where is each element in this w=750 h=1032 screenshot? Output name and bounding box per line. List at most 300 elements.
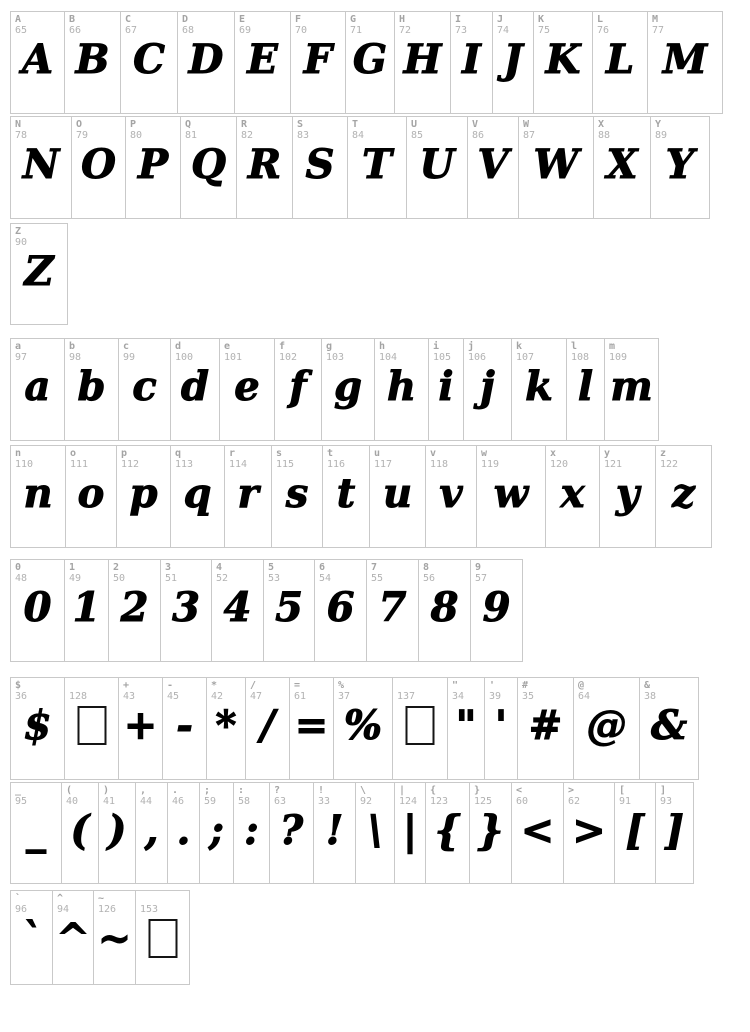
cell-label (167, 681, 179, 702)
glyph: k (525, 363, 553, 410)
cell-label (433, 342, 451, 363)
glyph-cell-111 (65, 445, 117, 548)
cell-label (15, 563, 27, 584)
cell-label-char: s (276, 448, 283, 459)
cell-label-char: J (497, 14, 504, 25)
cell-label (15, 15, 27, 36)
cell-label-code: 51 (165, 573, 178, 584)
glyph: r (237, 470, 259, 517)
cell-label-code: 96 (15, 904, 28, 915)
cell-label-char: q (175, 448, 182, 459)
cell-label-char: 0 (15, 562, 22, 573)
glyph: i (438, 363, 454, 410)
glyph-cell-100 (170, 338, 220, 441)
cell-label (121, 449, 139, 470)
cell-label (497, 15, 509, 36)
cell-label-code: 54 (319, 573, 332, 584)
cell-label-code: 106 (468, 352, 487, 363)
glyph-cell-53 (263, 559, 315, 662)
cell-label-code: 68 (182, 25, 195, 36)
cell-label-char: = (294, 680, 301, 691)
cell-label-char: h (379, 341, 386, 352)
glyph-cell-46 (167, 782, 200, 884)
cell-label-char: @ (578, 680, 585, 691)
cell-label-char: 3 (165, 562, 172, 573)
glyph: { (434, 807, 461, 854)
cell-label-char: f (279, 341, 286, 352)
cell-label-char: c (123, 341, 130, 352)
cell-label-code: 58 (238, 796, 251, 807)
cell-label-code: 53 (268, 573, 281, 584)
cell-label (239, 15, 251, 36)
glyph-cell-86 (467, 116, 519, 219)
cell-label-char: B (69, 14, 76, 25)
glyph-cell-49 (64, 559, 109, 662)
glyph-cell-57 (470, 559, 523, 662)
cell-label-code: 105 (433, 352, 452, 363)
cell-label (568, 786, 580, 807)
cell-label-char: Z (15, 226, 22, 237)
cell-label (327, 449, 345, 470)
cell-label-code: 109 (609, 352, 628, 363)
cell-label-char: _ (15, 785, 22, 796)
glyph-cell-51 (160, 559, 212, 662)
cell-label (468, 342, 486, 363)
cell-label-char (69, 681, 87, 691)
cell-label-code: 65 (15, 25, 28, 36)
glyph-cell-56 (418, 559, 471, 662)
glyph: n (23, 470, 53, 517)
cell-label-code: 59 (204, 796, 217, 807)
glyph: 4 (223, 584, 252, 631)
cell-label (660, 786, 672, 807)
cell-label-char: \ (360, 785, 367, 796)
cell-label-char: w (481, 448, 488, 459)
cell-label-char: F (295, 14, 302, 25)
glyph-cell-128 (64, 677, 119, 780)
cell-label-char: 9 (475, 562, 482, 573)
cell-label-char: / (250, 680, 257, 691)
cell-label-char: W (523, 119, 530, 130)
cell-label-char: ` (15, 893, 22, 904)
glyph-cell-79 (71, 116, 126, 219)
cell-label-char: o (70, 448, 77, 459)
glyph-cell-83 (292, 116, 348, 219)
cell-label-char: E (239, 14, 246, 25)
cell-label-code: 102 (279, 352, 298, 363)
glyph-cell-91 (614, 782, 656, 884)
glyph: M (662, 36, 708, 83)
glyph: _ (26, 807, 46, 854)
cell-label-code: 117 (374, 459, 393, 470)
cell-label-code: 128 (69, 691, 88, 702)
cell-label-code: 57 (475, 573, 488, 584)
cell-label (411, 120, 423, 141)
cell-label-char: N (15, 119, 22, 130)
cell-label-char: ( (66, 785, 73, 796)
cell-label (430, 449, 448, 470)
glyph: # (528, 702, 563, 749)
cell-label-char: ! (318, 785, 325, 796)
glyph: S (305, 141, 335, 188)
cell-label-char: ? (274, 785, 281, 796)
cell-label-char: d (175, 341, 182, 352)
cell-label-code: 89 (655, 130, 668, 141)
glyph-cell-52 (211, 559, 264, 662)
cell-label (522, 681, 534, 702)
cell-label (360, 786, 372, 807)
glyph: ( (70, 807, 90, 854)
cell-label (103, 786, 115, 807)
cell-label (489, 681, 501, 702)
cell-label (69, 563, 81, 584)
cell-label (165, 563, 177, 584)
cell-label-code: 82 (241, 130, 254, 141)
glyph-cell-61 (289, 677, 334, 780)
glyph: " (455, 702, 477, 749)
cell-label-code: 83 (297, 130, 310, 141)
glyph: Q (191, 141, 226, 188)
cell-label-code: 75 (538, 25, 551, 36)
glyph-row-symbols-row-3 (10, 890, 750, 985)
cell-label-code: 91 (619, 796, 632, 807)
cell-label (472, 120, 484, 141)
glyph: l (577, 363, 594, 410)
cell-label (660, 449, 678, 470)
cell-label (123, 681, 135, 702)
glyph-cell-85 (406, 116, 468, 219)
cell-label (15, 786, 27, 807)
glyph: ! (325, 807, 344, 854)
glyph-cell-124 (394, 782, 426, 884)
cell-label-char: 8 (423, 562, 430, 573)
glyph: y (615, 470, 640, 517)
glyph: A (21, 36, 54, 83)
cell-label-code: 36 (15, 691, 28, 702)
cell-label (274, 786, 286, 807)
glyph-cell-117 (369, 445, 426, 548)
cell-label (399, 15, 411, 36)
cell-label-code: 49 (69, 573, 82, 584)
cell-label-code: 120 (550, 459, 569, 470)
cell-label-char: C (125, 14, 132, 25)
cell-label (430, 786, 448, 807)
glyph-cell-42 (206, 677, 246, 780)
glyph-cell-104 (374, 338, 429, 441)
cell-label-char: t (327, 448, 334, 459)
cell-label-char: % (338, 680, 345, 691)
glyph-cell-98 (64, 338, 119, 441)
glyph-cell-68 (177, 11, 235, 114)
cell-label (125, 15, 137, 36)
cell-label (399, 786, 417, 807)
cell-label-char: P (130, 119, 137, 130)
glyph-cell-39 (484, 677, 518, 780)
glyph: / (260, 702, 275, 749)
cell-label-char (397, 681, 415, 691)
cell-label (76, 120, 88, 141)
glyph: Z (24, 248, 54, 295)
glyph-cell-112 (116, 445, 171, 548)
glyph-cell-36 (10, 677, 65, 780)
glyph-cell-63 (269, 782, 314, 884)
glyph: z (672, 470, 695, 517)
glyph: H (403, 36, 442, 83)
glyph: I (462, 36, 481, 83)
glyph: ` (21, 915, 42, 962)
glyph-cell-76 (592, 11, 648, 114)
cell-label-code: 85 (411, 130, 424, 141)
cell-label-char: x (550, 448, 557, 459)
cell-label-char: 7 (371, 562, 378, 573)
cell-label (571, 342, 589, 363)
cell-label-char: b (69, 341, 76, 352)
cell-label (140, 786, 152, 807)
glyph: B (75, 36, 110, 83)
cell-label-char: - (167, 680, 174, 691)
cell-label (123, 342, 135, 363)
glyph-cell-38 (639, 677, 699, 780)
cell-label (397, 681, 415, 702)
cell-label (481, 449, 499, 470)
glyph: d (181, 363, 209, 410)
glyph-cell-88 (593, 116, 651, 219)
glyph-cell-109 (604, 338, 659, 441)
cell-label-char: + (123, 680, 130, 691)
glyph: C (133, 36, 165, 83)
glyph-cell-64 (573, 677, 640, 780)
glyph: J (503, 36, 523, 83)
cell-label (175, 449, 193, 470)
cell-label-code: 92 (360, 796, 373, 807)
cell-label (238, 786, 250, 807)
cell-label-code: 80 (130, 130, 143, 141)
glyph-cell-99 (118, 338, 171, 441)
glyph-cell-72 (394, 11, 451, 114)
cell-label-char: R (241, 119, 248, 130)
glyph: N (22, 141, 60, 188)
glyph-cell-82 (236, 116, 293, 219)
cell-label-char: p (121, 448, 128, 459)
glyph: U (419, 141, 455, 188)
cell-label-code: 88 (598, 130, 611, 141)
cell-label (69, 15, 81, 36)
cell-label-code: 84 (352, 130, 365, 141)
glyph-cell-74 (492, 11, 534, 114)
glyph-row-lowercase-n-to-z (10, 445, 750, 548)
glyph-cell-122 (655, 445, 712, 548)
cell-label-code: 44 (140, 796, 153, 807)
glyph: % (343, 702, 382, 749)
cell-label-char: # (522, 680, 529, 691)
cell-label (172, 786, 184, 807)
cell-label (538, 15, 550, 36)
cell-label-code: 60 (516, 796, 529, 807)
cell-label-char: > (568, 785, 575, 796)
cell-label (644, 681, 656, 702)
glyph-cell-75 (533, 11, 593, 114)
glyph: D (188, 36, 224, 83)
cell-label-code: 103 (326, 352, 345, 363)
glyph: e (234, 363, 260, 410)
glyph: 0 (23, 584, 52, 631)
cell-label-char: M (652, 14, 659, 25)
glyph-cell-77 (647, 11, 723, 114)
glyph: u (382, 470, 413, 517)
cell-label-code: 114 (229, 459, 248, 470)
glyph: [ (625, 807, 645, 854)
cell-label-code: 104 (379, 352, 398, 363)
glyph-cell-73 (450, 11, 493, 114)
cell-label-code: 87 (523, 130, 536, 141)
cell-label (15, 449, 33, 470)
cell-label-char: 4 (216, 562, 223, 573)
glyph: & (650, 702, 688, 749)
glyph-cell-106 (463, 338, 512, 441)
glyph-cell-94 (52, 890, 94, 985)
cell-label (475, 563, 487, 584)
cell-label (423, 563, 435, 584)
cell-label (452, 681, 464, 702)
cell-label-code: 94 (57, 904, 70, 915)
cell-label-code: 81 (185, 130, 198, 141)
cell-label (15, 681, 27, 702)
glyph: ^ (56, 915, 90, 962)
cell-label (98, 894, 116, 915)
cell-label-code: 46 (172, 796, 185, 807)
glyph-cell-54 (314, 559, 367, 662)
cell-label (294, 681, 306, 702)
glyph-cell-90 (10, 223, 68, 325)
glyph: ; (209, 807, 224, 854)
glyph-cell-92 (355, 782, 395, 884)
cell-label-code: 61 (294, 691, 307, 702)
cell-label (619, 786, 631, 807)
cell-label-char: y (604, 448, 611, 459)
glyph: w (493, 470, 529, 517)
cell-label-char: I (455, 14, 462, 25)
cell-label-char: . (172, 785, 179, 796)
cell-label (250, 681, 262, 702)
glyph-cell-47 (245, 677, 290, 780)
glyph-cell-66 (64, 11, 121, 114)
glyph-cell-62 (563, 782, 615, 884)
glyph-cell-43 (118, 677, 163, 780)
glyph: h (386, 363, 417, 410)
cell-label (609, 342, 627, 363)
cell-label (224, 342, 242, 363)
cell-label (523, 120, 535, 141)
cell-label (182, 15, 194, 36)
glyph-cell-123 (425, 782, 470, 884)
glyph: m (610, 363, 653, 410)
cell-label-code: 37 (338, 691, 351, 702)
cell-label-char: $ (15, 680, 22, 691)
cell-label (70, 449, 88, 470)
glyph: 3 (172, 584, 200, 631)
glyph-cell-81 (180, 116, 237, 219)
cell-label-code: 64 (578, 691, 591, 702)
glyph: f (289, 363, 307, 410)
glyph: * (215, 702, 237, 749)
cell-label-code: 153 (140, 904, 159, 915)
cell-label-code: 33 (318, 796, 331, 807)
glyph: : (244, 807, 259, 854)
cell-label-char: n (15, 448, 22, 459)
glyph-cell-87 (518, 116, 594, 219)
cell-label (374, 449, 392, 470)
glyph-cell-103 (321, 338, 375, 441)
glyph-cell-101 (219, 338, 275, 441)
cell-label-code: 38 (644, 691, 657, 702)
glyph-cell-35 (517, 677, 574, 780)
glyph-cell-59 (199, 782, 234, 884)
glyph-cell-65 (10, 11, 65, 114)
glyph-cell-80 (125, 116, 181, 219)
glyph: 9 (482, 584, 511, 631)
glyph: q (183, 470, 212, 517)
cell-label-char: ] (660, 785, 667, 796)
cell-label-char: [ (619, 785, 626, 796)
cell-label-char: 6 (319, 562, 326, 573)
glyph: a (24, 363, 51, 410)
cell-label-code: 39 (489, 691, 502, 702)
cell-label (211, 681, 223, 702)
glyph-cell-45 (162, 677, 207, 780)
cell-label-code: 69 (239, 25, 252, 36)
glyph: @ (586, 702, 627, 749)
glyph-cell-58 (233, 782, 270, 884)
cell-label-char: : (238, 785, 245, 796)
cell-label-char: 2 (113, 562, 120, 573)
cell-label-code: 66 (69, 25, 82, 36)
cell-label-code: 43 (123, 691, 136, 702)
glyph: < (520, 807, 555, 854)
cell-label-code: 45 (167, 691, 180, 702)
glyph: 2 (120, 584, 149, 631)
cell-label-char: , (140, 785, 147, 796)
cell-label-char: a (15, 341, 22, 352)
cell-label (15, 342, 27, 363)
glyph-cell-115 (271, 445, 323, 548)
cell-label-code: 90 (15, 237, 28, 248)
glyph: X (606, 141, 638, 188)
cell-label-code: 98 (69, 352, 82, 363)
cell-label-code: 108 (571, 352, 590, 363)
glyph-cell-126 (93, 890, 136, 985)
glyph: 8 (430, 584, 459, 631)
cell-label-code: 74 (497, 25, 510, 36)
glyph: + (123, 702, 158, 749)
cell-label-code: 107 (516, 352, 535, 363)
glyph-cell-102 (274, 338, 322, 441)
cell-label-code: 55 (371, 573, 384, 584)
cell-label-code: 116 (327, 459, 346, 470)
cell-label-code: 86 (472, 130, 485, 141)
glyph-cell-118 (425, 445, 477, 548)
glyph: L (605, 36, 635, 83)
cell-label-code: 35 (522, 691, 535, 702)
glyph: 5 (275, 584, 303, 631)
cell-label-code: 119 (481, 459, 500, 470)
cell-label-char: Q (185, 119, 192, 130)
cell-label-char: X (598, 119, 605, 130)
glyph: ~ (97, 915, 132, 962)
glyph-cell-108 (566, 338, 605, 441)
cell-label (69, 681, 87, 702)
glyph-cell-40 (61, 782, 99, 884)
cell-label (455, 15, 467, 36)
